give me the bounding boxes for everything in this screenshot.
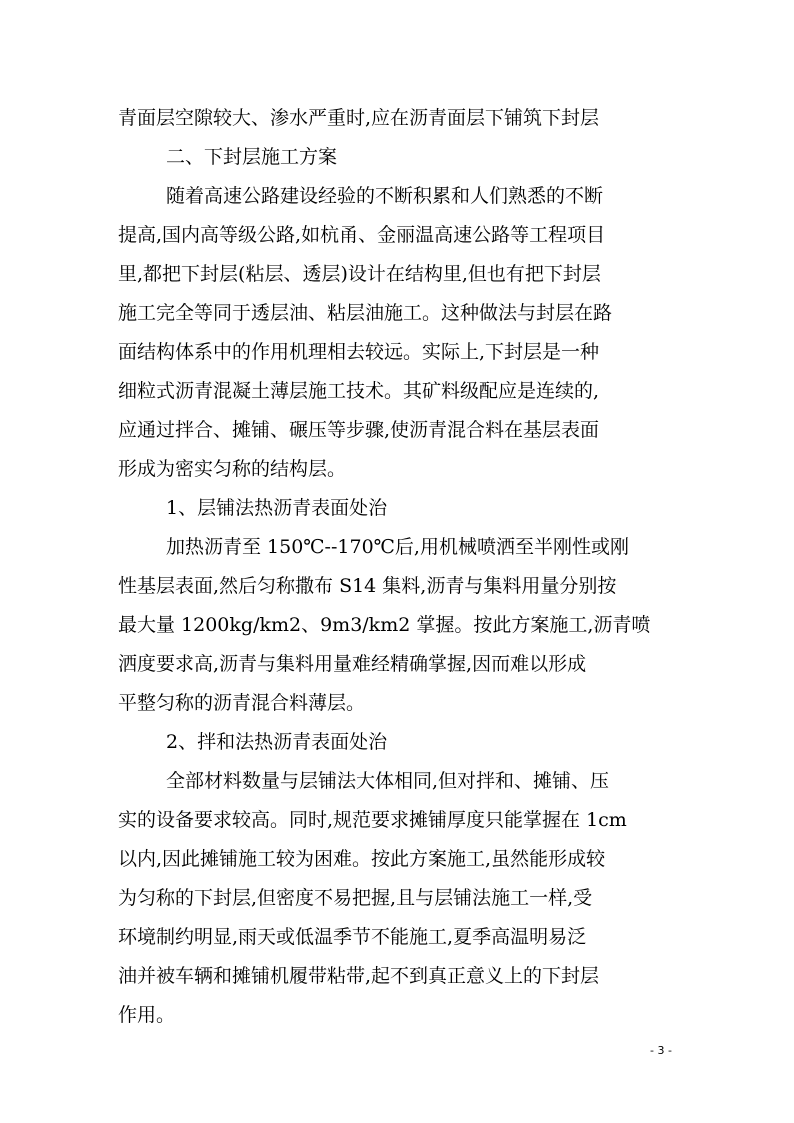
line-text: 实的设备要求较高。同时,规范要求摊铺厚度只能掌握在 1cm — [118, 809, 627, 831]
line-text: 施工完全等同于透层油、粘层油施工。这种做法与封层在路 — [118, 302, 613, 324]
line-text: 环境制约明显,雨天或低温季节不能施工,夏季高温明易泛 — [118, 926, 587, 948]
line-text: 随着高速公路建设经验的不断积累和人们熟悉的不断 — [166, 185, 604, 207]
line-text: 面结构体系中的作用机理相去较远。实际上,下封层是一种 — [118, 341, 600, 363]
line-text: 平整匀称的沥青混合料薄层。 — [118, 692, 366, 714]
line-text: 为匀称的下封层,但密度不易把握,且与层铺法施工一样,受 — [118, 887, 593, 909]
line-text: 青面层空隙较大、渗水严重时,应在沥青面层下铺筑下封层 — [118, 107, 600, 129]
line-text: 最大量 1200kg/km2、9m3/km2 掌握。按此方案施工,沥青喷 — [118, 614, 651, 636]
line-text: 加热沥青至 150℃--170℃后,用机械喷洒至半刚性或刚 — [166, 536, 629, 558]
line-text: 应通过拌合、摊铺、碾压等步骤,使沥青混合料在基层表面 — [118, 419, 600, 441]
line-text: 洒度要求高,沥青与集料用量难经精确掌握,因而难以形成 — [118, 653, 587, 675]
line-text: 形成为密实匀称的结构层。 — [118, 458, 347, 480]
line-text: 提高,国内高等级公路,如杭甬、金丽温高速公路等工程项目 — [118, 224, 606, 246]
line-text: 全部材料数量与层铺法大体相同,但对拌和、摊铺、压 — [166, 770, 610, 792]
line-text: 2、拌和法热沥青表面处治 — [166, 731, 388, 753]
line-text: 作用。 — [118, 1004, 176, 1026]
line-text: 二、下封层施工方案 — [166, 146, 338, 168]
line-text: 细粒式沥青混凝土薄层施工技术。其矿料级配应是连续的, — [118, 380, 600, 402]
line-text: 油并被车辆和摊铺机履带粘带,起不到真正意义上的下封层 — [118, 965, 600, 987]
page-number: - 3 - — [650, 1044, 672, 1057]
line-text: 1、层铺法热沥青表面处治 — [166, 497, 388, 519]
line-text: 以内,因此摊铺施工较为困难。按此方案施工,虽然能形成较 — [118, 848, 606, 870]
line-text: 里,都把下封层(粘层、透层)设计在结构里,但也有把下封层 — [118, 263, 601, 285]
line-text: 性基层表面,然后匀称撒布 S14 集料,沥青与集料用量分别按 — [118, 575, 617, 597]
